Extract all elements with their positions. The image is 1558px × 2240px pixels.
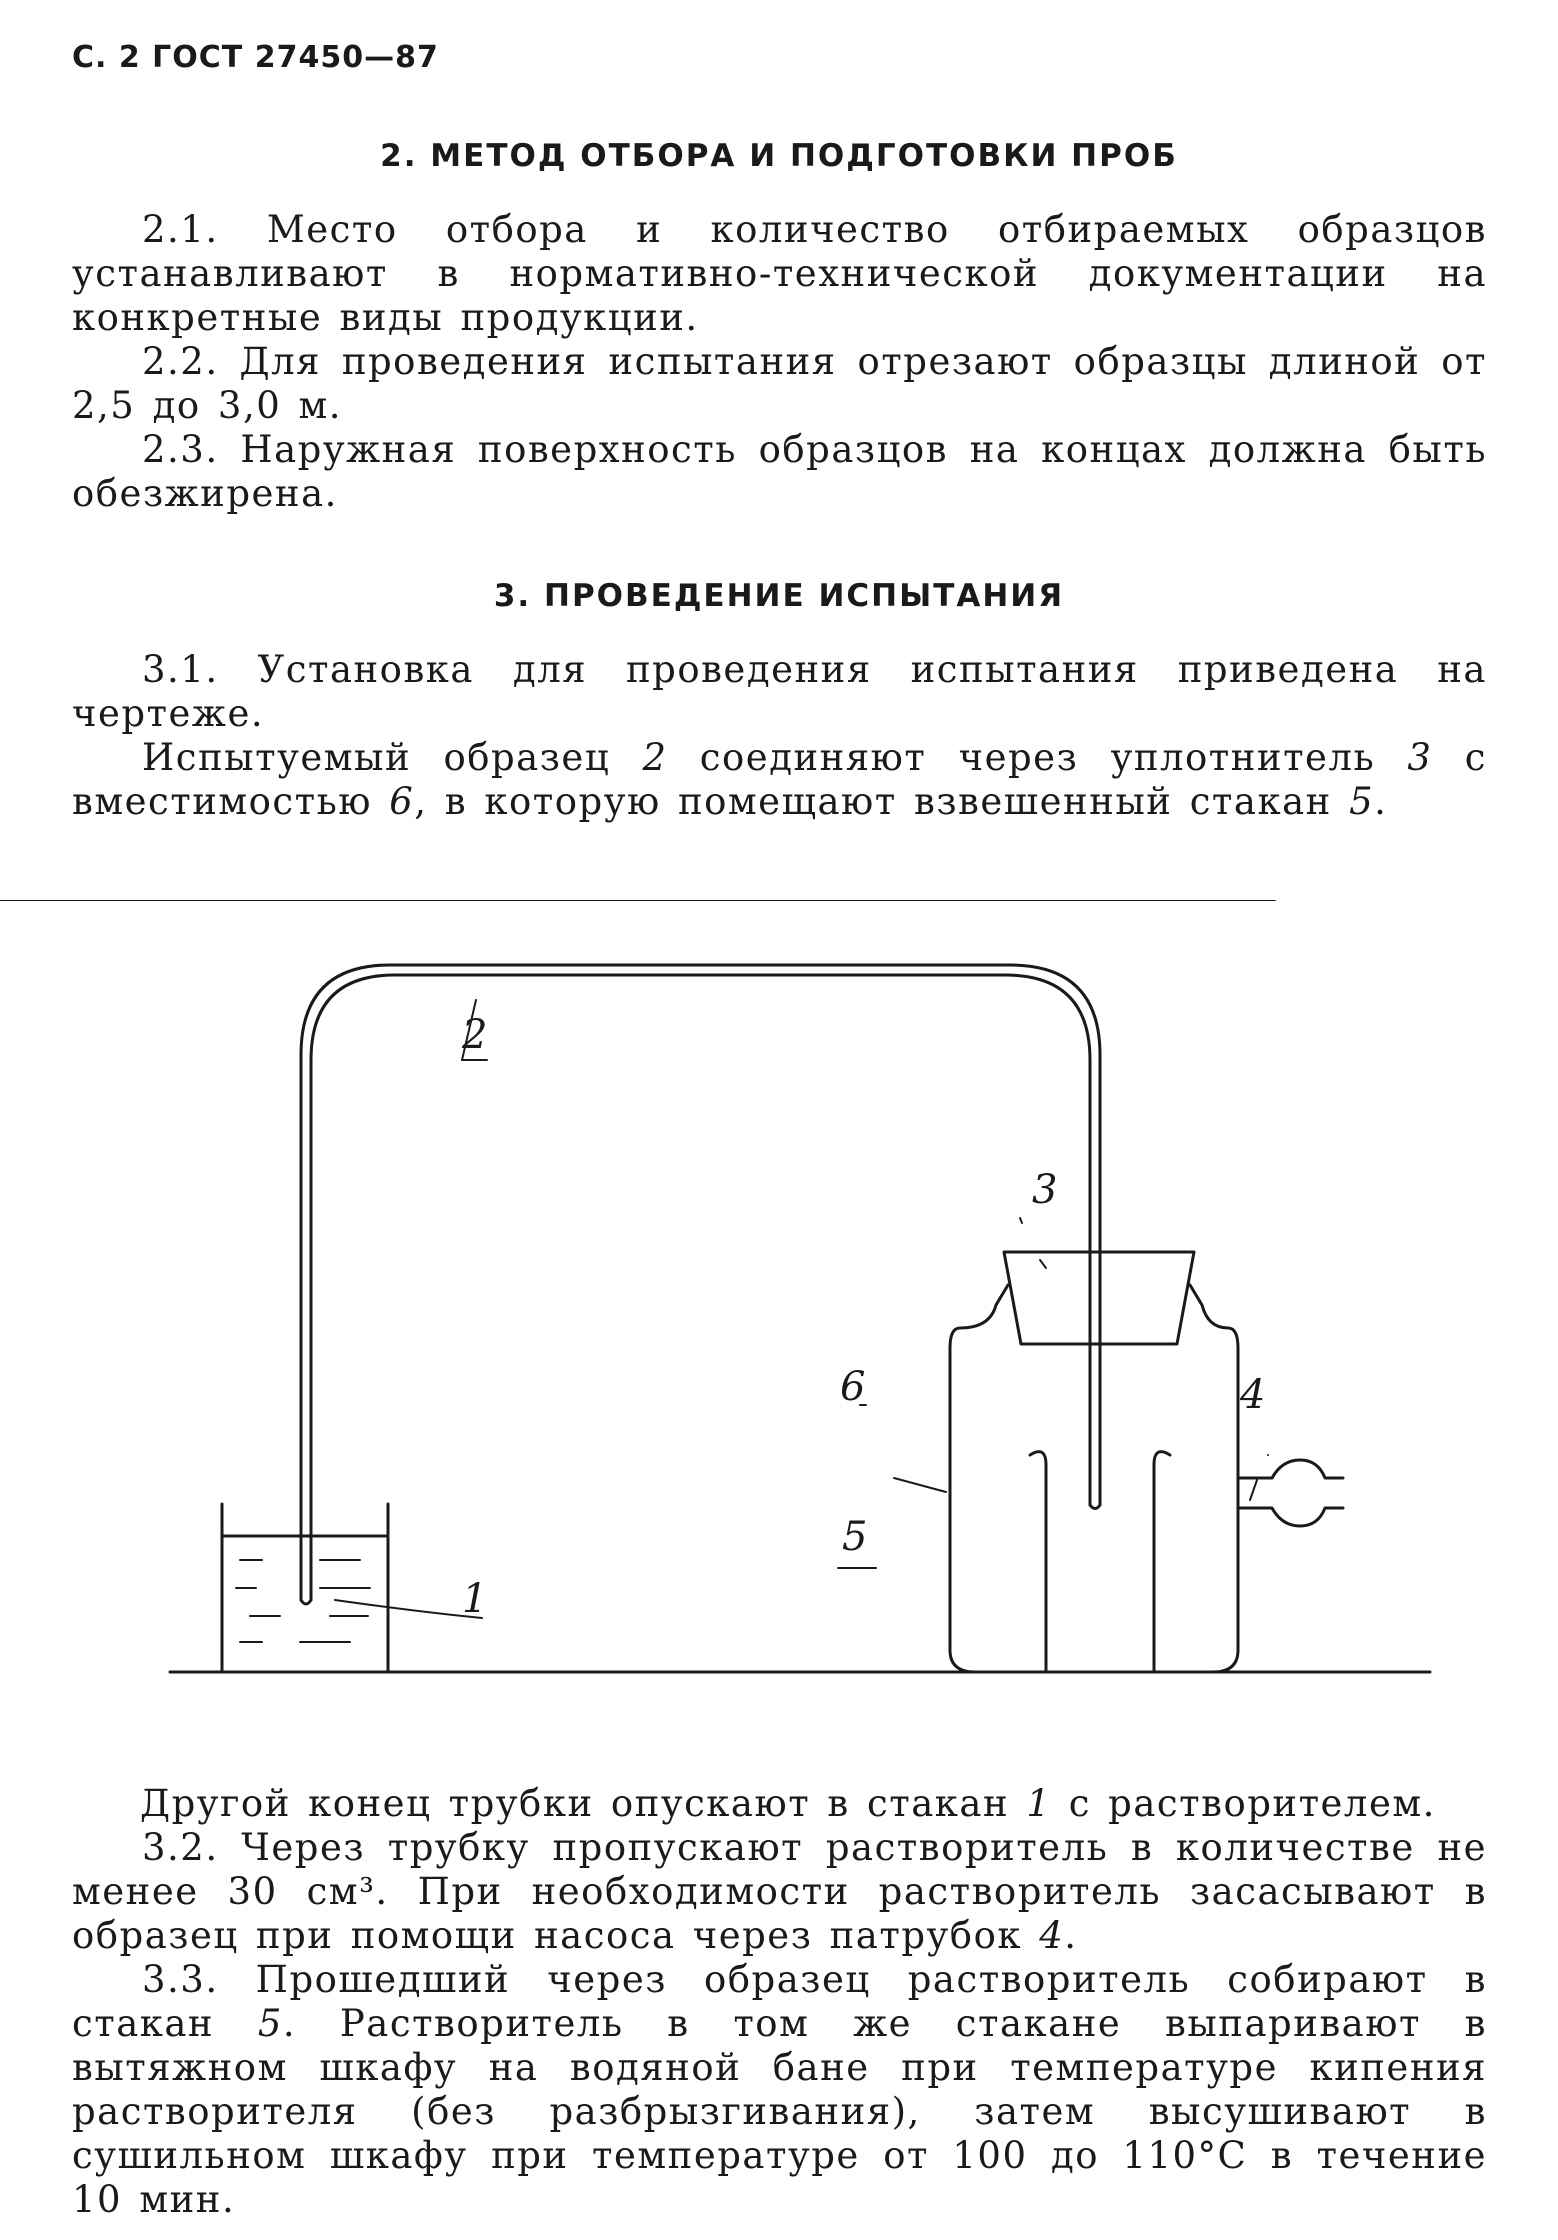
- apparatus-diagram: [0, 900, 1558, 1720]
- paragraph-2-3-text: 2.3. Наружная поверхность образцов на концах должна быть обезжирена.: [72, 428, 1487, 515]
- text-run: .: [1374, 780, 1388, 823]
- section-2-heading: 2. МЕТОД ОТБОРА И ПОДГОТОВКИ ПРОБ: [380, 138, 1178, 174]
- leader-line-3: [1020, 1218, 1022, 1223]
- text-run: с вместимостью: [72, 736, 1488, 823]
- ref-number: 5: [257, 2002, 283, 2045]
- ref-number: 5: [1349, 780, 1375, 823]
- text-run: 3.3. Прошедший через образец растворитель собирают в стакан: [72, 1958, 1487, 2045]
- paragraph-3-3: [72, 1958, 1487, 2222]
- text-run: , в которую помещают взвешенный стакан: [414, 780, 1350, 823]
- text-run: соединяют через уплотнитель: [667, 736, 1408, 779]
- leader-line-4c: [1250, 1480, 1257, 1500]
- text-run: 3.2. Через трубку пропускают растворитель в количестве не менее 30 см³. При необходимости растворитель засасывают в образец при помощи насоса через патрубок: [72, 1826, 1487, 1957]
- text-run: Испытуемый образец: [142, 736, 643, 779]
- paragraph-2-3: [72, 428, 1487, 516]
- paragraph-2-2: [72, 340, 1487, 428]
- ref-number: 6: [389, 780, 415, 823]
- sample-tube-2: [301, 965, 1100, 1604]
- text-run: Другой конец трубки опускают в стакан: [140, 1782, 1027, 1825]
- paragraph-3-2: [72, 1826, 1487, 1958]
- paragraph-tube-end: [72, 1782, 1487, 1826]
- paragraph-3-1-text: 3.1. Установка для проведения испытания приведена на чертеже.: [72, 648, 1487, 735]
- text-run: . Растворитель в том же стакане выпаривают в вытяжном шкафу на водяной бане при температуре кипения растворителя (без разбрызгивания), затем высушивают в сушильном шкафу при температуре от 100 до 110°С в течение 10 мин.: [72, 2002, 1487, 2221]
- label-2: 2: [462, 1012, 488, 1058]
- ref-number: 1: [1026, 1782, 1052, 1825]
- solvent-beaker-1: [222, 1504, 388, 1672]
- leader-line-3b: [1040, 1260, 1046, 1268]
- label-1: 1: [462, 1576, 488, 1622]
- branch-pipe-4: [1238, 1460, 1343, 1526]
- ref-number: 2: [642, 736, 668, 779]
- section-3-heading: 3. ПРОВЕДЕНИЕ ИСПЫТАНИЯ: [493, 578, 1065, 614]
- text-run: с растворителем.: [1051, 1782, 1436, 1825]
- label-4: 4: [1240, 1372, 1266, 1418]
- paragraph-2-1: [72, 208, 1487, 340]
- paragraph-3-1: [72, 648, 1487, 736]
- label-6: 6: [840, 1364, 866, 1410]
- ref-number: 3: [1407, 736, 1433, 779]
- leader-line-6b: [894, 1478, 946, 1492]
- label-3: 3: [1032, 1167, 1058, 1213]
- leader-lines: [0, 900, 1275, 1618]
- paragraph-2-2-text: 2.2. Для проведения испытания отрезают образцы длиной от 2,5 до 3,0 м.: [72, 340, 1487, 427]
- page-header: С. 2 ГОСТ 27450—87: [72, 40, 439, 75]
- ref-number: 4: [1039, 1914, 1065, 1957]
- paragraph-3-1-description: [72, 736, 1487, 824]
- label-5: 5: [842, 1514, 868, 1560]
- text-run: .: [1064, 1914, 1078, 1957]
- paragraph-2-1-text: 2.1. Место отбора и количество отбираемых образцов устанавливают в нормативно-технической документации на конкретные виды продукции.: [72, 208, 1487, 339]
